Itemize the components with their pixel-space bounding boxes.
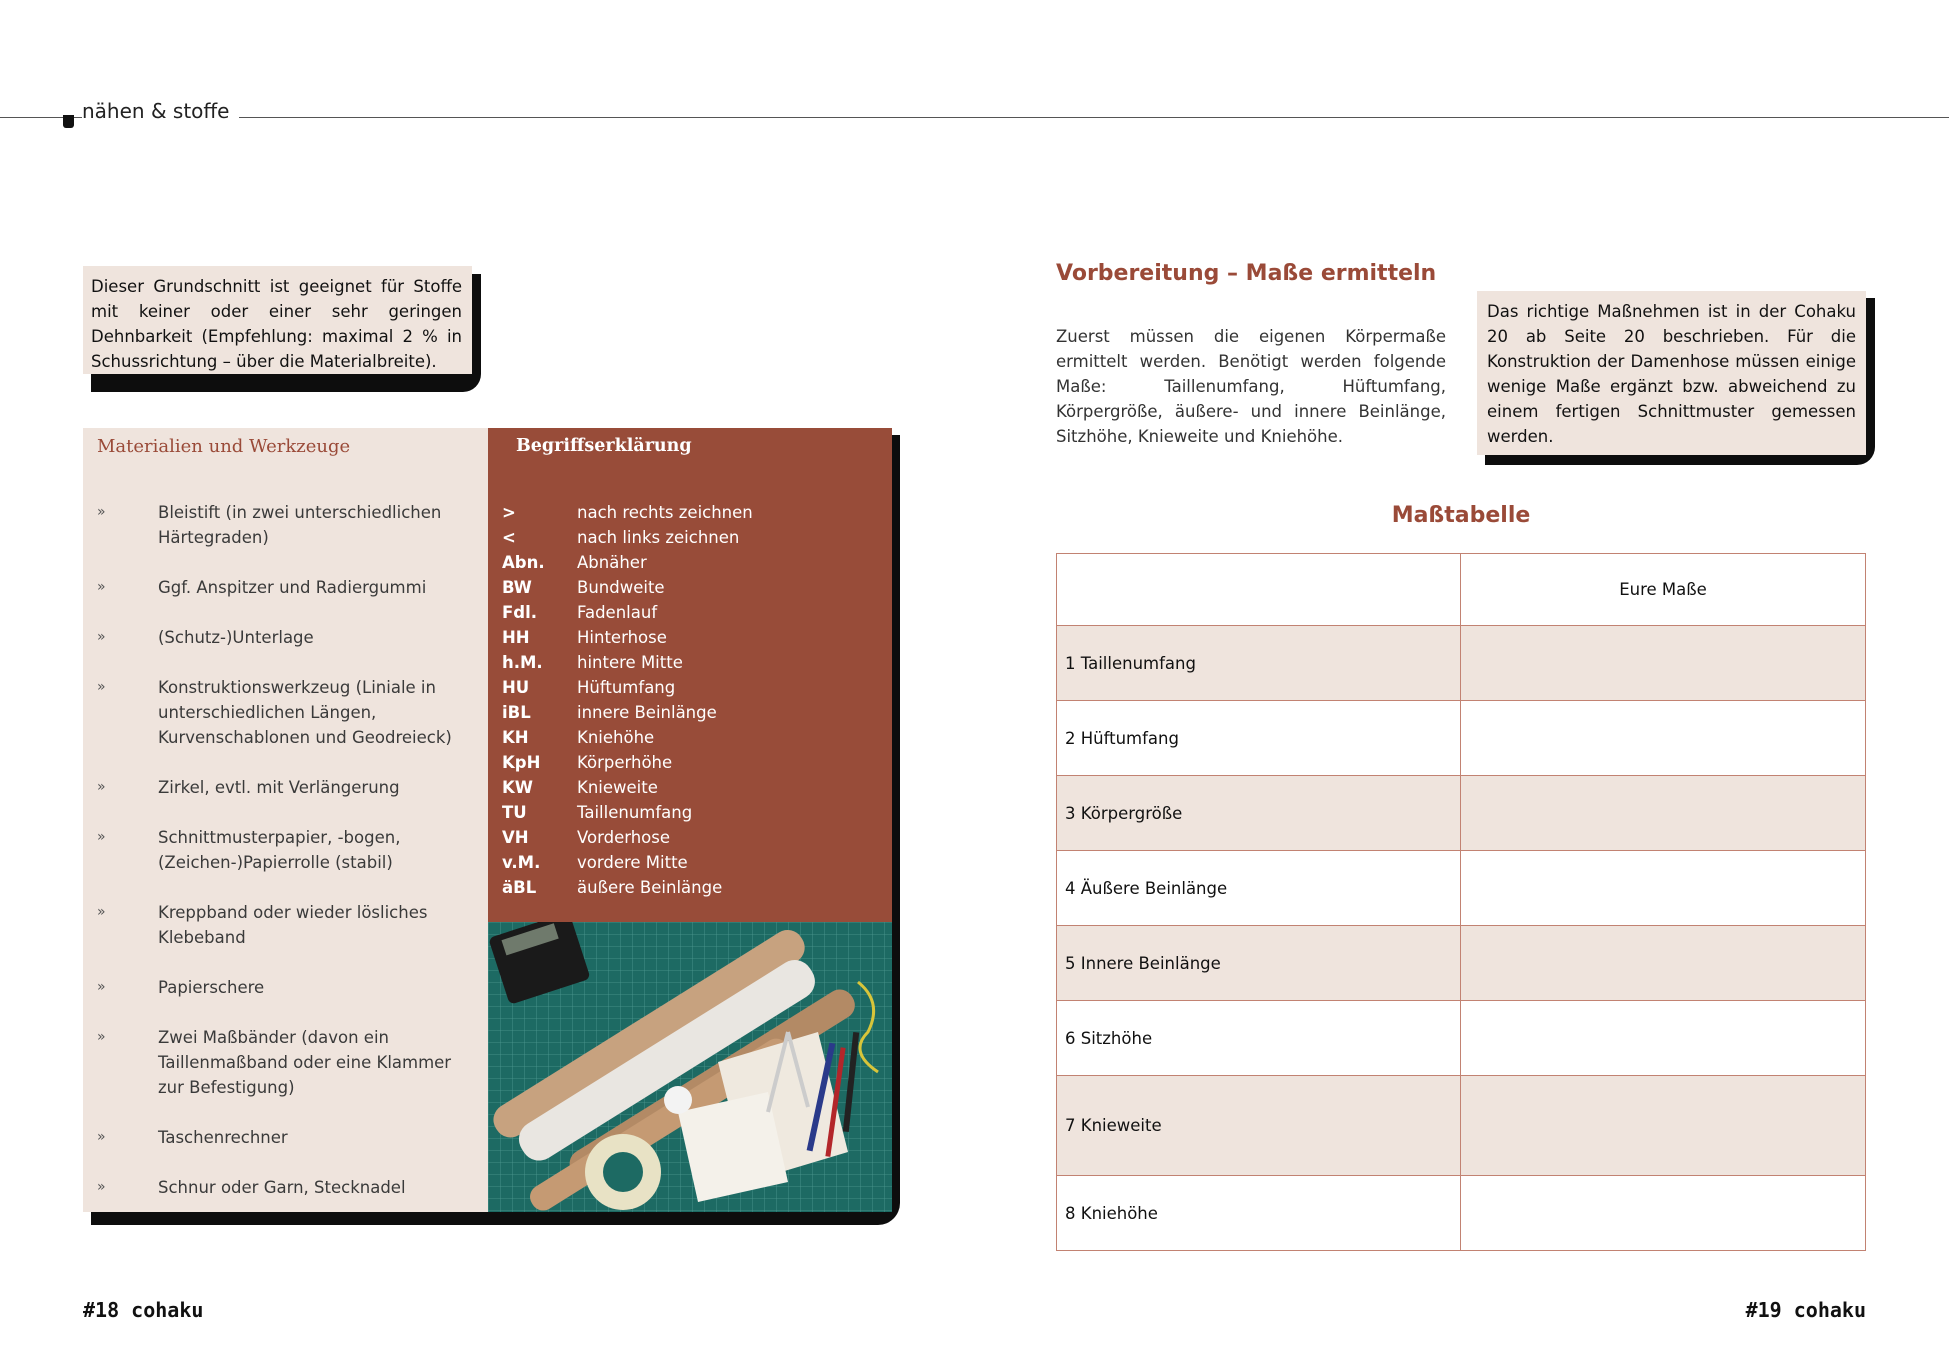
glossary-abbreviation: iBL	[502, 703, 531, 722]
bullet-marker: »	[97, 779, 106, 795]
table-header-row	[1057, 554, 1866, 626]
bullet-marker: »	[97, 1029, 106, 1045]
glossary-definition: Knieweite	[577, 778, 658, 797]
materials-list	[83, 500, 488, 1225]
glossary-abbreviation: BW	[502, 578, 532, 597]
glossary-abbreviation: Fdl.	[502, 603, 538, 622]
table-row	[1057, 701, 1866, 776]
materials-list-item	[83, 825, 488, 875]
bullet-marker: »	[97, 1179, 106, 1195]
measurement-label: 6 Sitzhöhe	[1057, 1001, 1461, 1076]
measure-table-title: Maßtabelle	[1391, 503, 1531, 528]
materials-item-text: Kreppband oder wieder lösliches Klebeband	[158, 903, 428, 947]
glossary-row	[502, 600, 753, 625]
glossary-abbreviation: KpH	[502, 753, 541, 772]
table-row	[1057, 1176, 1866, 1251]
glossary-row	[502, 700, 753, 725]
glossary-definition: Kniehöhe	[577, 728, 655, 747]
glossary-definition: äußere Beinlänge	[577, 878, 723, 897]
measurement-label: 3 Körpergröße	[1057, 776, 1461, 851]
glossary-definition: Hinterhose	[577, 628, 667, 647]
measurement-value-cell[interactable]	[1461, 776, 1866, 851]
measure-table	[1056, 553, 1866, 1251]
page-number-right: #19 cohaku	[1745, 1298, 1866, 1322]
glossary-abbreviation: HU	[502, 678, 530, 697]
materials-panel	[83, 428, 488, 1212]
materials-title: Materialien und Werkzeuge	[97, 436, 351, 457]
glossary-row	[502, 675, 753, 700]
glossary-panel	[488, 428, 892, 922]
materials-item-text: Schnur oder Garn, Stecknadel	[158, 1178, 406, 1197]
measurement-value-cell[interactable]	[1461, 1076, 1866, 1176]
materials-list-item	[83, 1025, 488, 1100]
measurement-value-cell[interactable]	[1461, 1001, 1866, 1076]
tools-photo	[488, 922, 892, 1212]
glossary-abbreviation: Abn.	[502, 553, 545, 572]
table-header-empty	[1057, 554, 1461, 626]
glossary-row	[502, 725, 753, 750]
table-row	[1057, 926, 1866, 1001]
table-header-measures: Eure Maße	[1461, 554, 1866, 626]
table-row	[1057, 1076, 1866, 1176]
materials-list-item	[83, 1175, 488, 1200]
materials-list-item	[83, 575, 488, 600]
materials-list-item	[83, 500, 488, 550]
section-title: nähen & stoffe	[82, 99, 239, 123]
glossary-abbreviation: TU	[502, 803, 527, 822]
tools-photo-illustration	[488, 922, 892, 1212]
measurement-label: 7 Knieweite	[1057, 1076, 1461, 1176]
materials-item-text: Zirkel, evtl. mit Verlängerung	[158, 778, 400, 797]
glossary-row	[502, 525, 753, 550]
materials-list-item	[83, 675, 488, 750]
glossary-definition: Fadenlauf	[577, 603, 658, 622]
glossary-abbreviation: >	[502, 503, 516, 522]
fabric-note-callout	[83, 266, 472, 374]
glossary-title: Begriffserklärung	[516, 436, 692, 456]
glossary-definition: Taillenumfang	[577, 803, 693, 822]
glossary-definition: hintere Mitte	[577, 653, 683, 672]
materials-item-text: Konstruktionswerkzeug (Liniale in unterschiedlichen Längen, Kurvenschablonen und Geodreieck)	[158, 678, 452, 747]
bullet-marker: »	[97, 904, 106, 920]
materials-list-item	[83, 775, 488, 800]
measurement-label: 5 Innere Beinlänge	[1057, 926, 1461, 1001]
measurement-label: 4 Äußere Beinlänge	[1057, 851, 1461, 926]
glossary-abbreviation: KW	[502, 778, 533, 797]
bullet-marker: »	[97, 679, 106, 695]
table-row	[1057, 776, 1866, 851]
bullet-marker: »	[97, 629, 106, 645]
measurement-value-cell[interactable]	[1461, 1176, 1866, 1251]
glossary-definition: Bundweite	[577, 578, 665, 597]
measurement-value-cell[interactable]	[1461, 926, 1866, 1001]
preparation-text: Zuerst müssen die eigenen Körpermaße ermittelt werden. Benötigt werden folgende Maße: Taillenumfang, Hüftumfang, Körpergröße, äußere- und innere Beinlänge, Sitzhöhe, Knieweite und Kniehöhe.	[1056, 327, 1446, 446]
glossary-abbreviation: VH	[502, 828, 529, 847]
fabric-note-text: Dieser Grundschnitt ist geeignet für Stoffe mit keiner oder einer sehr geringen Dehnbarkeit (Empfehlung: maximal 2 % in Schussrichtung – über die Materialbreite).	[91, 277, 462, 371]
glossary-definition: Vorderhose	[577, 828, 671, 847]
glossary-definition: nach links zeichnen	[577, 528, 740, 547]
header-rule	[0, 117, 1949, 118]
glossary-row	[502, 550, 753, 575]
glossary-row	[502, 625, 753, 650]
bullet-marker: »	[97, 1129, 106, 1145]
glossary-definition: Abnäher	[577, 553, 647, 572]
glossary-definition: nach rechts zeichnen	[577, 503, 753, 522]
glossary-row	[502, 775, 753, 800]
glossary-row	[502, 650, 753, 675]
glossary-abbreviation: v.M.	[502, 853, 541, 872]
glossary-abbreviation: HH	[502, 628, 530, 647]
materials-list-item	[83, 1125, 488, 1150]
header-marker	[63, 115, 74, 128]
materials-item-text: Schnittmusterpapier, -bogen, (Zeichen-)Papierrolle (stabil)	[158, 828, 401, 872]
table-row	[1057, 851, 1866, 926]
page-number-left: #18 cohaku	[83, 1298, 204, 1322]
glossary-row	[502, 825, 753, 850]
measurement-label: 1 Taillenumfang	[1057, 626, 1461, 701]
materials-item-text: Papierschere	[158, 978, 265, 997]
materials-item-text: (Schutz-)Unterlage	[158, 628, 314, 647]
glossary-definition: Hüftumfang	[577, 678, 676, 697]
measurement-label: 2 Hüftumfang	[1057, 701, 1461, 776]
glossary-definition: innere Beinlänge	[577, 703, 717, 722]
preparation-title: Vorbereitung – Maße ermitteln	[1056, 261, 1437, 286]
materials-list-item	[83, 975, 488, 1000]
table-row	[1057, 1001, 1866, 1076]
measuring-note-callout	[1477, 291, 1866, 455]
glossary-abbreviation: h.M.	[502, 653, 543, 672]
materials-item-text: Bleistift (in zwei unterschiedlichen Härtegraden)	[158, 503, 442, 547]
glossary-abbreviation: äBL	[502, 878, 537, 897]
bullet-marker: »	[97, 979, 106, 995]
glossary-row	[502, 875, 753, 900]
glossary-abbreviation: <	[502, 528, 516, 547]
glossary-row	[502, 500, 753, 525]
table-row	[1057, 626, 1866, 701]
measurement-value-cell[interactable]	[1461, 851, 1866, 926]
measurement-value-cell[interactable]	[1461, 701, 1866, 776]
glossary-row	[502, 750, 753, 775]
materials-list-item	[83, 625, 488, 650]
bullet-marker: »	[97, 504, 106, 520]
glossary-row	[502, 800, 753, 825]
glossary-list	[502, 500, 753, 900]
bullet-marker: »	[97, 829, 106, 845]
materials-item-text: Ggf. Anspitzer und Radiergummi	[158, 578, 427, 597]
measuring-note-text: Das richtige Maßnehmen ist in der Cohaku 20 ab Seite 20 beschrieben. Für die Konstruktion der Damenhose müssen einige wenige Maße ergänzt bzw. abweichend zu einem fertigen Schnittmuster gemessen werden.	[1487, 302, 1856, 446]
bullet-marker: »	[97, 579, 106, 595]
measurement-value-cell[interactable]	[1461, 626, 1866, 701]
glossary-row	[502, 850, 753, 875]
measurement-label: 8 Kniehöhe	[1057, 1176, 1461, 1251]
glossary-definition: vordere Mitte	[577, 853, 688, 872]
glossary-abbreviation: KH	[502, 728, 529, 747]
materials-item-text: Taschenrechner	[158, 1128, 288, 1147]
materials-item-text: Zwei Maßbänder (davon ein Taillenmaßband oder eine Klammer zur Befestigung)	[158, 1028, 452, 1097]
glossary-row	[502, 575, 753, 600]
glossary-definition: Körperhöhe	[577, 753, 673, 772]
materials-list-item	[83, 900, 488, 950]
